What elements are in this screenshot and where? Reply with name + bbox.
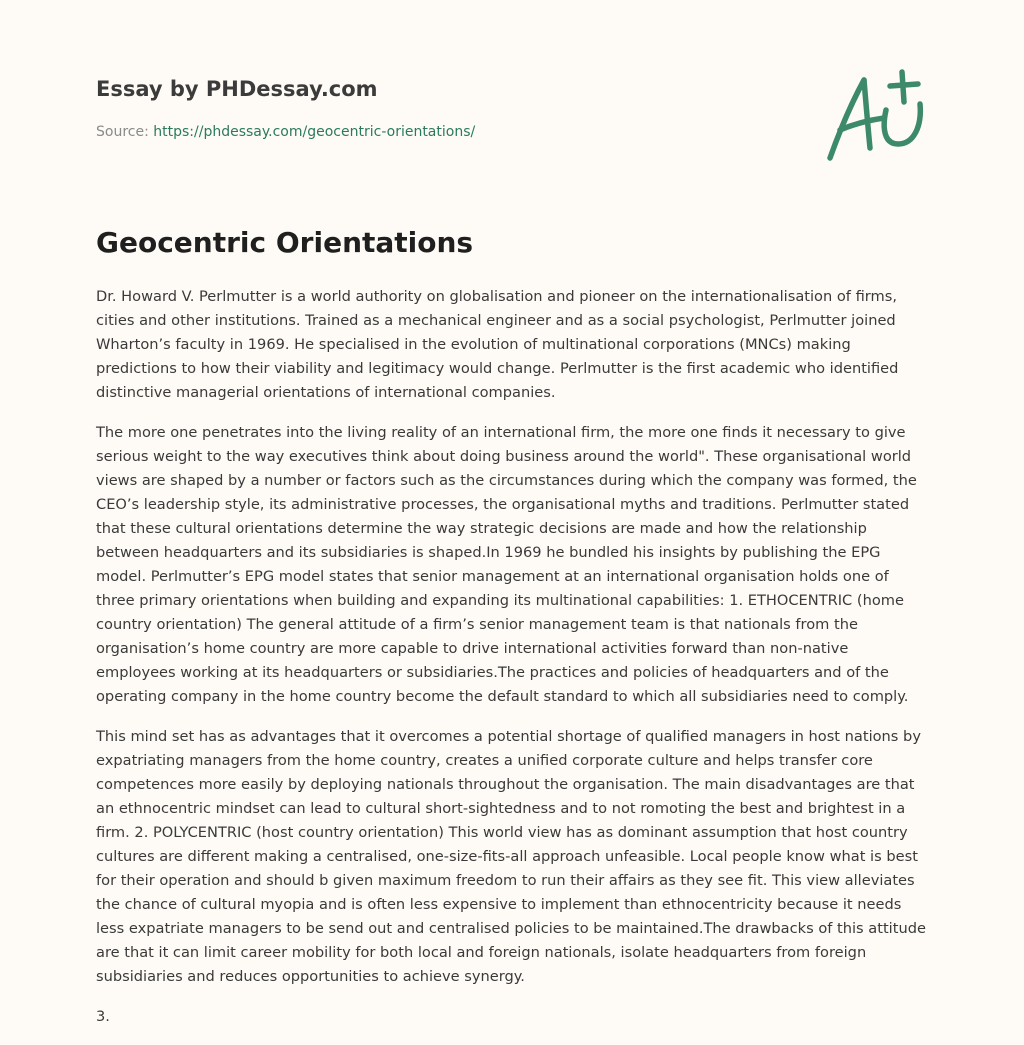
essay-paragraph-1: Dr. Howard V. Perlmutter is a world authority on globalisation and pioneer on the internationalisation of firms, cities and other institutions. Trained as a mechanical engineer and as a social psychologist, Perlmutter joined Wharton’s faculty in 1969. He specialised in the evolution of multinational corporations (MNCs) making predictions to how their viability and legitimacy would change. Perlmutter is the first academic who identified distinctive managerial orientations of international companies. [96,288,899,401]
essay-paragraph-2: The more one penetrates into the living reality of an international firm, the more one finds it necessary to give serious weight to the way executives think about doing business around the world". These organisational world views are shaped by a number or factors such as the circumstances during which the company was formed, the CEO’s leadership style, its administrative processes, the organisational myths and traditions. Perlmutter stated that these cultural orientations determine the way strategic decisions are made and how the relationship between headquarters and its subsidiaries is shaped.In 1969 he bundled his insights by publishing the EPG model. Perlmutter’s EPG model states that senior management at an international organisation holds one of three primary orientations when building and expanding its multinational capabilities: 1. ETHOCENTRIC (home country orientation) The general attitude of a firm’s senior management team is that nationals from the organisation’s home country are more capable to drive international activities forward than non-native employees working at its headquarters or subsidiaries.The practices and policies of headquarters and of the operating company in the home country become the default standard to which all subsidiaries need to comply. [96,424,917,705]
site-title: Essay by PHDessay.com [96,77,378,101]
source-link[interactable]: https://phdessay.com/geocentric-orientations/ [153,124,476,140]
essay-paragraph-3: This mind set has as advantages that it overcomes a potential shortage of qualified managers in host nations by expatriating managers from the home country, creates a unified corporate culture and helps transfer core competences more easily by deploying nationals throughout the organisation. The main disadvantages are that an ethnocentric mindset can lead to cultural short-sightedness and to not romoting the best and brightest in a firm. 2. POLYCENTRIC (host country orientation) This world view has as dominant assumption that host country cultures are different making a centralised, one-size-fits-all approach unfeasible. Local people know what is best for their operation and should b given maximum freedom to run their affairs as they see fit. This view alleviates the chance of cultural myopia and is often less expensive to implement than ethnocentricity because it needs less expatriate managers to be send out and centralised policies to be maintained.The drawbacks of this attitude are that it can limit career mobility for both local and foreign nationals, isolate headquarters from foreign subsidiaries and reduces opportunities to achieve synergy. [96,728,926,985]
a-plus-logo-icon [824,68,928,164]
essay-paragraph-4: 3. [96,1008,110,1025]
essay-body [96,285,928,1045]
source-line [96,124,475,140]
source-label: Source: [96,124,154,140]
essay-title: Geocentric Orientations [96,226,474,259]
